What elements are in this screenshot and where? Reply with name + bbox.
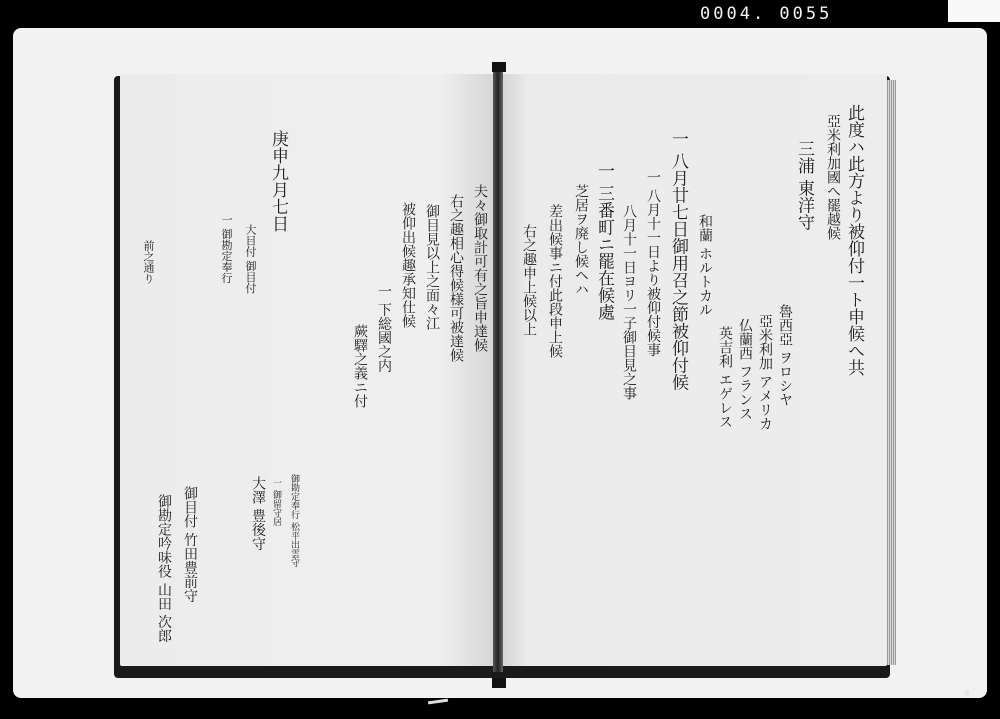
manuscript-line: 一 八月廿七日御用召之節被仰付候 (668, 130, 688, 391)
manuscript-line: 一 御勘定奉行 (220, 214, 233, 284)
left-page (120, 74, 497, 666)
manuscript-line: 芝居ヲ廃し候ヘハ (573, 184, 589, 296)
manuscript-line: 大澤 豊後守 (250, 476, 266, 551)
manuscript-line: 亞米利加國へ罷越候 (825, 114, 841, 240)
manuscript-line: 一 下総國之内 (376, 284, 392, 373)
manuscript-line: 蕨驛之義ニ付 (352, 324, 368, 408)
manuscript-line: 庚申九月七日 (268, 130, 288, 232)
manuscript-line: 差出候事ニ付此段申上候 (547, 204, 563, 358)
manuscript-line: 御勘定奉行 松平出雲守 (289, 474, 299, 567)
manuscript-line: 魯西亞 ヲロシヤ (777, 304, 793, 407)
manuscript-line: 御勘定吟味役 山田 次郎 (156, 494, 172, 643)
binding-bottom (492, 678, 506, 688)
manuscript-line: 一 御留守居 (271, 478, 281, 526)
manuscript-line: 前之通り (142, 240, 155, 284)
film-frame-label: 0004. 0055 (700, 4, 833, 24)
manuscript-line: 一 三番町ニ罷在候處 (594, 162, 614, 321)
manuscript-line: 此度ハ此方より被仰付一ト申候へ共 (844, 104, 864, 376)
manuscript-line: 和蘭 ホルトカル (697, 214, 713, 317)
corner-patch (948, 0, 1000, 22)
registration-dot (964, 690, 970, 696)
manuscript-line: 仏蘭西 フランス (737, 318, 753, 421)
manuscript-line: 夫々御取計可有之旨申達候 (472, 184, 488, 352)
binding-top (492, 62, 506, 72)
manuscript-line: 大目付 御目付 (244, 224, 257, 294)
manuscript-line: 一 八月十一日より被仰付候事 (645, 170, 661, 357)
manuscript-line: 三浦 東洋守 (794, 140, 814, 231)
manuscript-line: 八月十一日ヨリ一子御目見之事 (621, 204, 637, 400)
manuscript-line: 御目付 竹田豊前守 (182, 486, 198, 603)
right-page (497, 74, 887, 666)
open-book (108, 68, 890, 678)
manuscript-line: 右之趣申上候以上 (521, 224, 537, 336)
manuscript-line: 亞米利加 アメリカ (757, 314, 773, 431)
manuscript-line: 英吉利 エゲレス (717, 326, 733, 429)
manuscript-line: 被仰出候趣承知仕候 (400, 202, 416, 328)
manuscript-line: 右之趣相心得候様可被達候 (448, 194, 464, 362)
book-gutter (493, 68, 503, 672)
bottom-mark (428, 699, 448, 705)
manuscript-line: 御目見以上之面々江 (424, 204, 440, 330)
